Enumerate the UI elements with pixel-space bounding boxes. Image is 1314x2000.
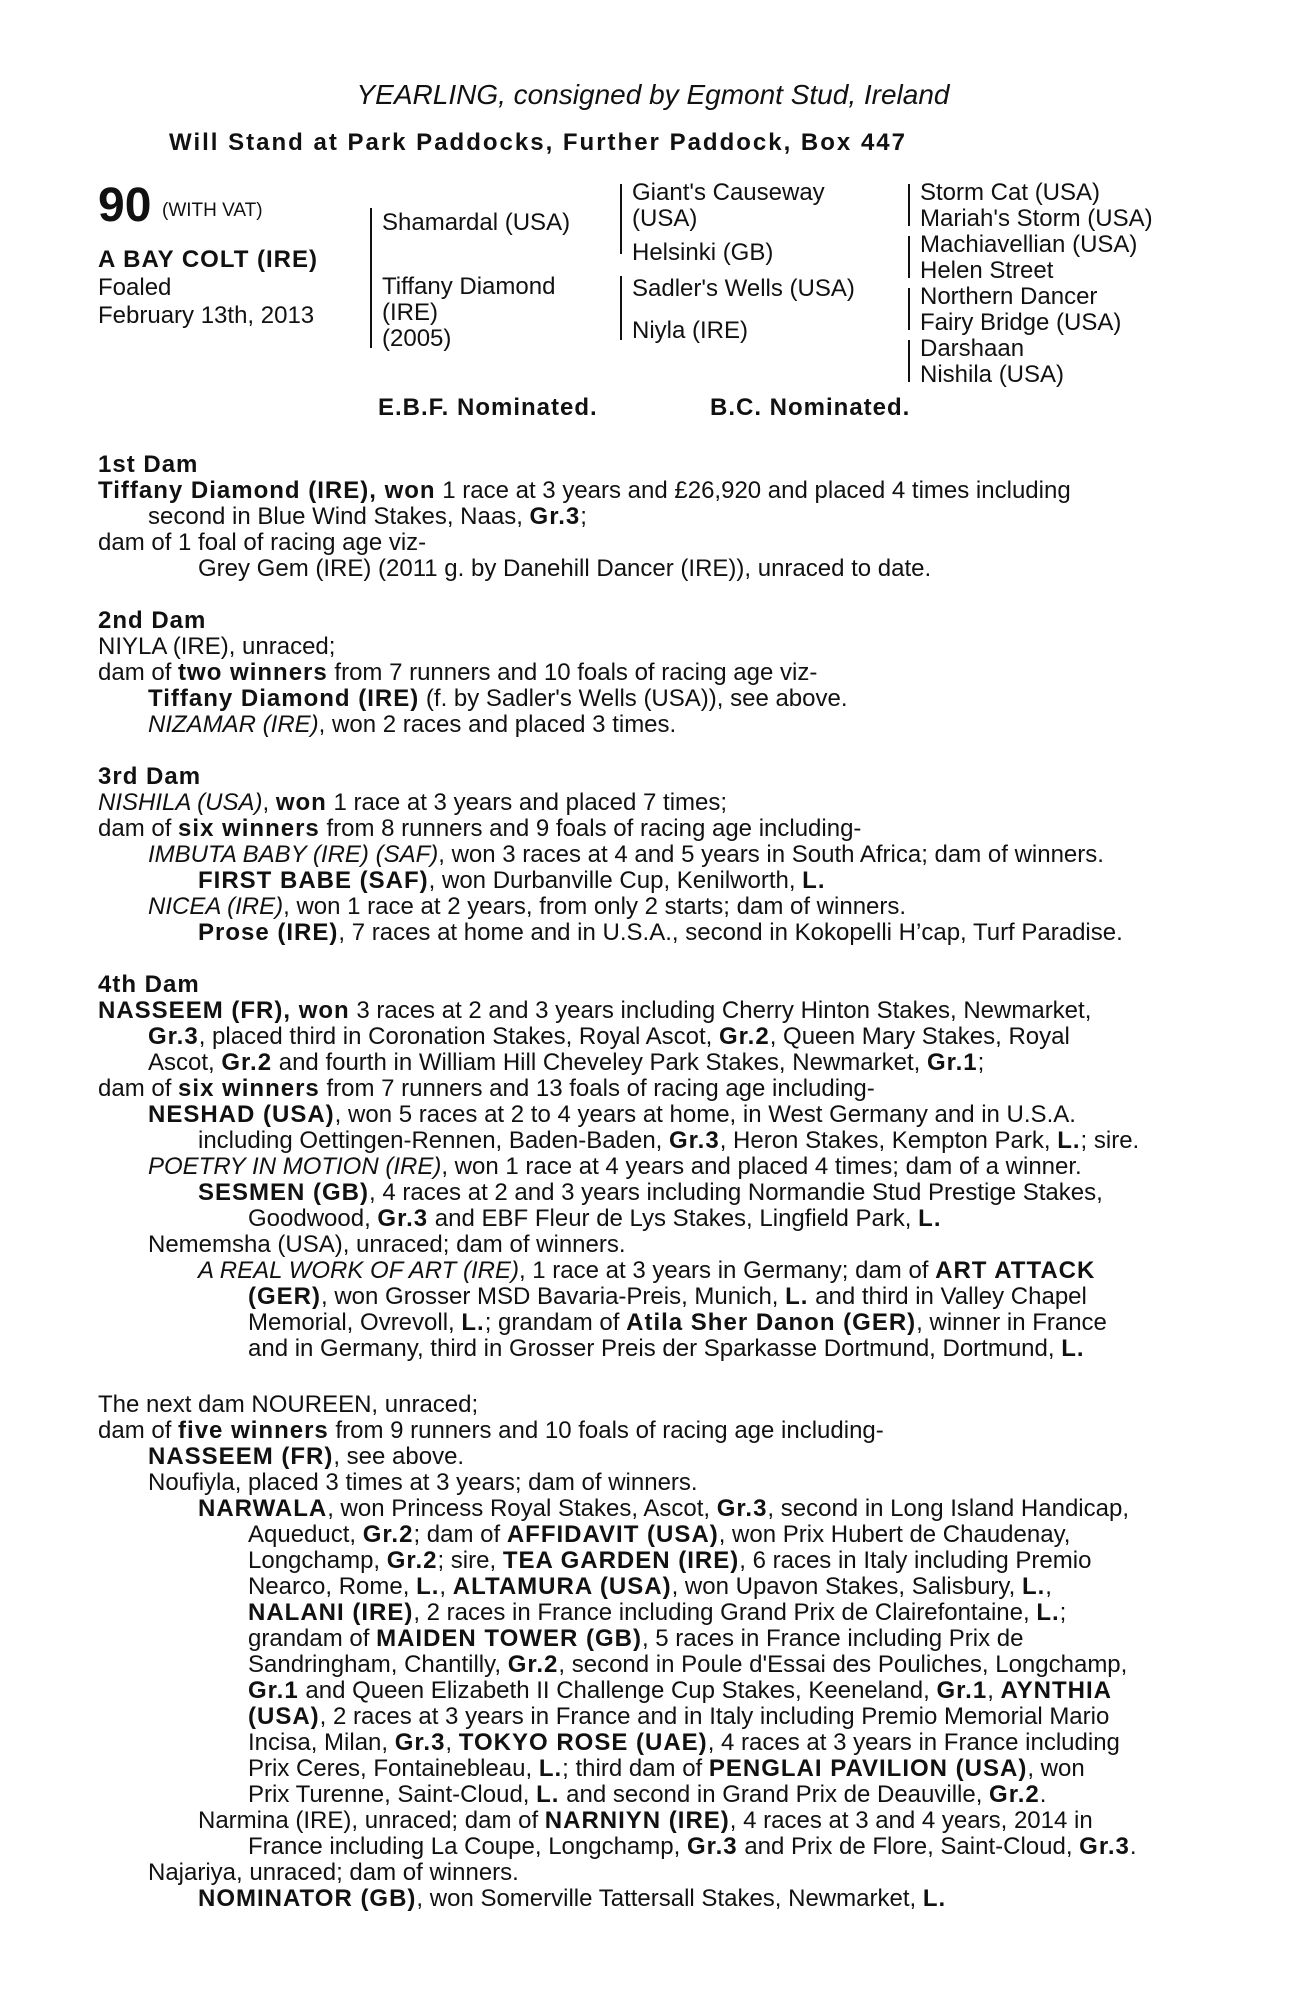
- produce-entry: Prose (IRE), 7 races at home and in U.S.A., second in Kokopelli H’cap, Turf Paradise.: [198, 919, 1123, 946]
- produce-entry-cont: France including La Coupe, Longchamp, Gr.3 and Prix de Flore, Saint-Cloud, Gr.3.: [248, 1833, 1137, 1860]
- bracket-gen1: [370, 208, 372, 348]
- produce-entry-cont: Memorial, Ovrevoll, L.; grandam of Atila Sher Danon (GER), winner in France: [248, 1309, 1107, 1336]
- produce-entry: POETRY IN MOTION (IRE), won 1 race at 4 years and placed 4 times; dam of a winner.: [148, 1153, 1082, 1180]
- second-dam-section: [98, 608, 1208, 738]
- produce-line: dam of two winners from 7 runners and 10 foals of racing age viz-: [98, 659, 818, 686]
- third-dam-section: [98, 764, 1208, 946]
- horse-name: A BAY COLT (IRE): [98, 246, 319, 273]
- dam-record: The next dam NOUREEN, unraced;: [98, 1391, 479, 1418]
- foaled-label: Foaled: [98, 274, 172, 301]
- dam-race-record: Tiffany Diamond (IRE), won 1 race at 3 years and £26,920 and placed 4 times including: [98, 477, 1071, 504]
- pedigree-block: [98, 178, 1208, 426]
- catalogue-page: [98, 78, 1208, 1912]
- dam-record-cont: Ascot, Gr.2 and fourth in William Hill Cheveley Park Stakes, Newmarket, Gr.1;: [148, 1049, 985, 1076]
- dd-dam: Nishila (USA): [920, 361, 1065, 388]
- produce-entry-cont: Prix Turenne, Saint-Cloud, L. and second in Grand Prix de Deauville, Gr.2.: [248, 1781, 1047, 1808]
- bracket-gen3-2: [908, 236, 910, 278]
- produce-entry: NASSEEM (FR), see above.: [148, 1443, 465, 1470]
- ss-dam: Mariah's Storm (USA): [920, 205, 1153, 232]
- produce-entry: FIRST BABE (SAF), won Durbanville Cup, Kenilworth, L.: [198, 867, 826, 894]
- dam-sire: Sadler's Wells (USA): [632, 275, 855, 302]
- dam-record-cont: Gr.3, placed third in Coronation Stakes, Royal Ascot, Gr.2, Queen Mary Stakes, Royal: [148, 1023, 1070, 1050]
- produce-entry: IMBUTA BABY (IRE) (SAF), won 3 races at 4 and 5 years in South Africa; dam of winners.: [148, 841, 1104, 868]
- lot-number: 90: [98, 179, 152, 232]
- produce-entry: NARWALA, won Princess Royal Stakes, Ascot, Gr.3, second in Long Island Handicap,: [198, 1495, 1130, 1522]
- produce-entry-cont: Sandringham, Chantilly, Gr.2, second in Poule d'Essai des Pouliches, Longchamp,: [248, 1651, 1128, 1678]
- dam-name-line1: Tiffany Diamond: [382, 273, 556, 300]
- dd-sire: Darshaan: [920, 335, 1025, 362]
- bracket-gen3-3: [908, 288, 910, 330]
- sd-dam: Helen Street: [920, 257, 1054, 284]
- bracket-dam-parents: [620, 276, 622, 340]
- dam-dam: Niyla (IRE): [632, 317, 749, 344]
- produce-entry-cont: Aqueduct, Gr.2; dam of AFFIDAVIT (USA), won Prix Hubert de Chaudenay,: [248, 1521, 1071, 1548]
- bc-nominated: B.C. Nominated.: [710, 394, 911, 421]
- produce-entry-cont: NALANI (IRE), 2 races in France including Grand Prix de Clairefontaine, L.;: [248, 1599, 1067, 1626]
- produce-line: dam of 1 foal of racing age viz-: [98, 529, 427, 556]
- produce-entry-cont: grandam of MAIDEN TOWER (GB), 5 races in France including Prix de: [248, 1625, 1024, 1652]
- bracket-gen3-4: [908, 340, 910, 382]
- produce-entry-cont: (USA), 2 races at 3 years in France and in Italy including Premio Memorial Mario: [248, 1703, 1110, 1730]
- bracket-sire-parents: [620, 184, 622, 254]
- dam-name-line2: (IRE): [382, 299, 438, 326]
- produce-line: dam of five winners from 9 runners and 10 foals of racing age including-: [98, 1417, 884, 1444]
- produce-entry: NICEA (IRE), won 1 race at 2 years, from only 2 starts; dam of winners.: [148, 893, 907, 920]
- produce-entry: Najariya, unraced; dam of winners.: [148, 1859, 519, 1886]
- produce-entry-cont: (GER), won Grosser MSD Bavaria-Preis, Munich, L. and third in Valley Chapel: [248, 1283, 1087, 1310]
- dam-name-line3: (2005): [382, 325, 452, 352]
- consignor-line: YEARLING, consigned by Egmont Stud, Ireland: [356, 79, 950, 110]
- sire-name: Shamardal (USA): [382, 209, 571, 236]
- stabling-line: Will Stand at Park Paddocks, Further Paddock, Box 447: [169, 129, 907, 156]
- ebf-nominated: E.B.F. Nominated.: [378, 394, 598, 421]
- produce-entry-cont: Longchamp, Gr.2; sire, TEA GARDEN (IRE), 6 races in Italy including Premio: [248, 1547, 1092, 1574]
- sire-sire-line1: Giant's Causeway: [632, 179, 825, 206]
- fourth-dam-section: [98, 972, 1208, 1362]
- produce-entry-cont: Gr.1 and Queen Elizabeth II Challenge Cup Stakes, Keeneland, Gr.1, AYNTHIA: [248, 1677, 1112, 1704]
- produce-entry-cont: Goodwood, Gr.3 and EBF Fleur de Lys Stakes, Lingfield Park, L.: [248, 1205, 942, 1232]
- dam-race-record-cont: second in Blue Wind Stakes, Naas, Gr.3;: [148, 503, 587, 530]
- section-heading: 3rd Dam: [98, 763, 202, 790]
- produce-entry: Nememsha (USA), unraced; dam of winners.: [148, 1231, 626, 1258]
- produce-entry-cont: including Oettingen-Rennen, Baden-Baden, Gr.3, Heron Stakes, Kempton Park, L.; sire.: [198, 1127, 1140, 1154]
- dam-record: NASSEEM (FR), won 3 races at 2 and 3 years including Cherry Hinton Stakes, Newmarket,: [98, 997, 1092, 1024]
- section-heading: 2nd Dam: [98, 607, 207, 634]
- dam-record: NIYLA (IRE), unraced;: [98, 633, 336, 660]
- first-dam-section: [98, 452, 1208, 582]
- ds-dam: Fairy Bridge (USA): [920, 309, 1122, 336]
- ds-sire: Northern Dancer: [920, 283, 1098, 310]
- vat-note: (WITH VAT): [162, 200, 263, 221]
- produce-entry: NIZAMAR (IRE), won 2 races and placed 3 times.: [148, 711, 677, 738]
- section-heading: 1st Dam: [98, 451, 199, 478]
- sire-dam: Helsinki (GB): [632, 239, 774, 266]
- produce-line: dam of six winners from 8 runners and 9 foals of racing age including-: [98, 815, 862, 842]
- produce-entry-cont: Nearco, Rome, L., ALTAMURA (USA), won Upavon Stakes, Salisbury, L.,: [248, 1573, 1052, 1600]
- produce-entry-cont: Prix Ceres, Fontainebleau, L.; third dam of PENGLAI PAVILION (USA), won: [248, 1755, 1085, 1782]
- dam-record: NISHILA (USA), won 1 race at 3 years and placed 7 times;: [98, 789, 728, 816]
- sd-sire: Machiavellian (USA): [920, 231, 1138, 258]
- next-dam-section: [98, 1392, 1208, 1912]
- section-heading: 4th Dam: [98, 971, 200, 998]
- produce-line: dam of six winners from 7 runners and 13 foals of racing age including-: [98, 1075, 875, 1102]
- foaled-date: February 13th, 2013: [98, 302, 315, 329]
- produce-entry-cont: Incisa, Milan, Gr.3, TOKYO ROSE (UAE), 4 races at 3 years in France including: [248, 1729, 1120, 1756]
- produce-entry: Tiffany Diamond (IRE) (f. by Sadler's Wells (USA)), see above.: [148, 685, 848, 712]
- sire-sire-line2: (USA): [632, 205, 698, 232]
- bracket-gen3-1: [908, 184, 910, 226]
- ss-sire: Storm Cat (USA): [920, 179, 1101, 206]
- produce-entry-cont: and in Germany, third in Grosser Preis der Sparkasse Dortmund, Dortmund, L.: [248, 1335, 1085, 1362]
- produce-entry: NESHAD (USA), won 5 races at 2 to 4 years at home, in West Germany and in U.S.A.: [148, 1101, 1076, 1128]
- produce-entry: Narmina (IRE), unraced; dam of NARNIYN (IRE), 4 races at 3 and 4 years, 2014 in: [198, 1807, 1093, 1834]
- produce-entry: Grey Gem (IRE) (2011 g. by Danehill Dancer (IRE)), unraced to date.: [198, 555, 932, 582]
- produce-entry: A REAL WORK OF ART (IRE), 1 race at 3 years in Germany; dam of ART ATTACK: [198, 1257, 1096, 1284]
- produce-entry: NOMINATOR (GB), won Somerville Tattersall Stakes, Newmarket, L.: [198, 1885, 947, 1912]
- produce-entry: SESMEN (GB), 4 races at 2 and 3 years including Normandie Stud Prestige Stakes,: [198, 1179, 1103, 1206]
- produce-entry: Noufiyla, placed 3 times at 3 years; dam of winners.: [148, 1469, 698, 1496]
